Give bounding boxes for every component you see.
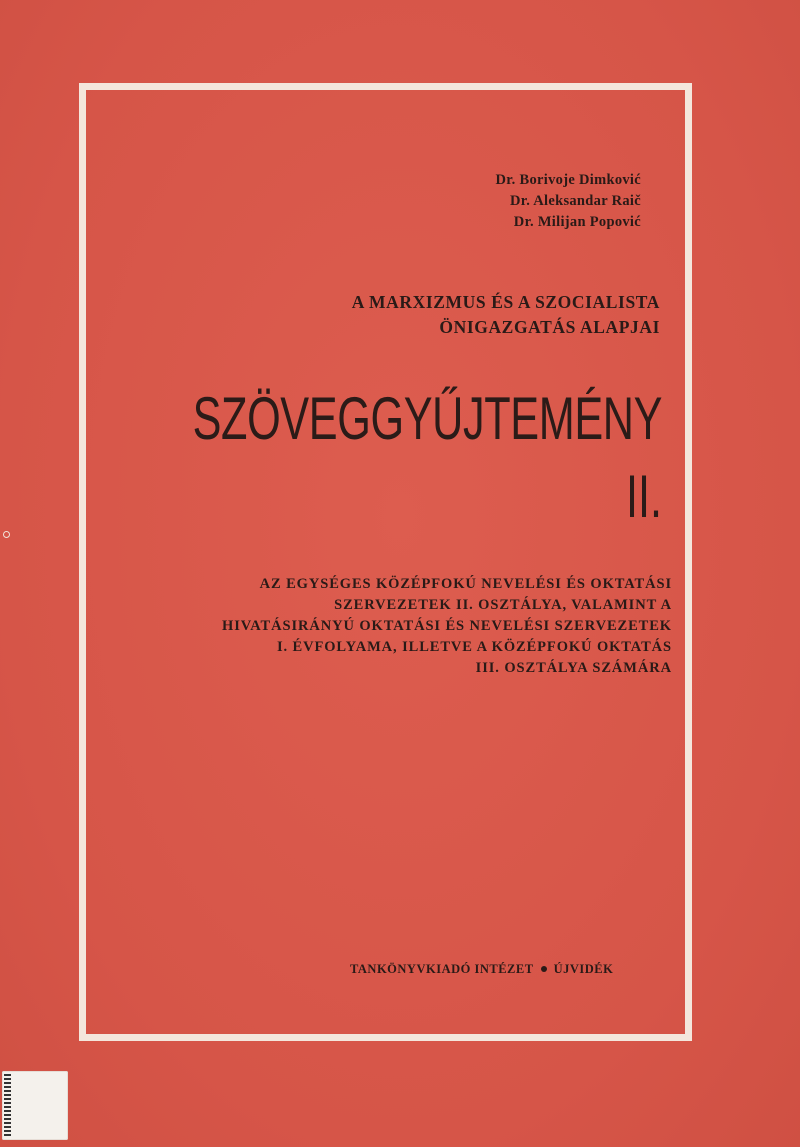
library-label-sticker — [2, 1071, 68, 1140]
author-name: Dr. Borivoje Dimković — [495, 172, 641, 188]
author-list — [495, 170, 641, 233]
author-name: Dr. Aleksandar Raič — [510, 193, 641, 209]
author-name: Dr. Milijan Popović — [513, 214, 641, 230]
volume-number: II. — [625, 463, 662, 530]
bullet-icon — [541, 966, 547, 972]
publisher-imprint — [350, 962, 613, 977]
subtitle-line: AZ EGYSÉGES KÖZÉPFOKÚ NEVELÉSI ÉS OKTATÁSI — [259, 576, 672, 592]
series-title — [352, 290, 660, 340]
publisher-name: TANKÖNYVKIADÓ INTÉZET — [350, 962, 534, 976]
publisher-city: ÚJVIDÉK — [553, 962, 614, 976]
subtitle-line: SZERVEZETEK II. OSZTÁLYA, VALAMINT A — [334, 597, 672, 613]
punch-hole — [3, 531, 10, 538]
series-title-line: A MARXIZMUS ÉS A SZOCIALISTA — [351, 292, 660, 312]
subtitle-line: HIVATÁSIRÁNYÚ OKTATÁSI ÉS NEVELÉSI SZERVEZETEK — [222, 618, 672, 634]
subtitle-block — [222, 574, 672, 679]
main-title: SZÖVEGGYŰJTEMÉNY — [192, 385, 662, 452]
series-title-line: ÖNIGAZGATÁS ALAPJAI — [439, 317, 660, 337]
subtitle-line: I. ÉVFOLYAMA, ILLETVE A KÖZÉPFOKÚ OKTATÁS — [276, 639, 672, 655]
subtitle-line: III. OSZTÁLYA SZÁMÁRA — [475, 660, 672, 676]
barcode-icon — [4, 1074, 11, 1136]
